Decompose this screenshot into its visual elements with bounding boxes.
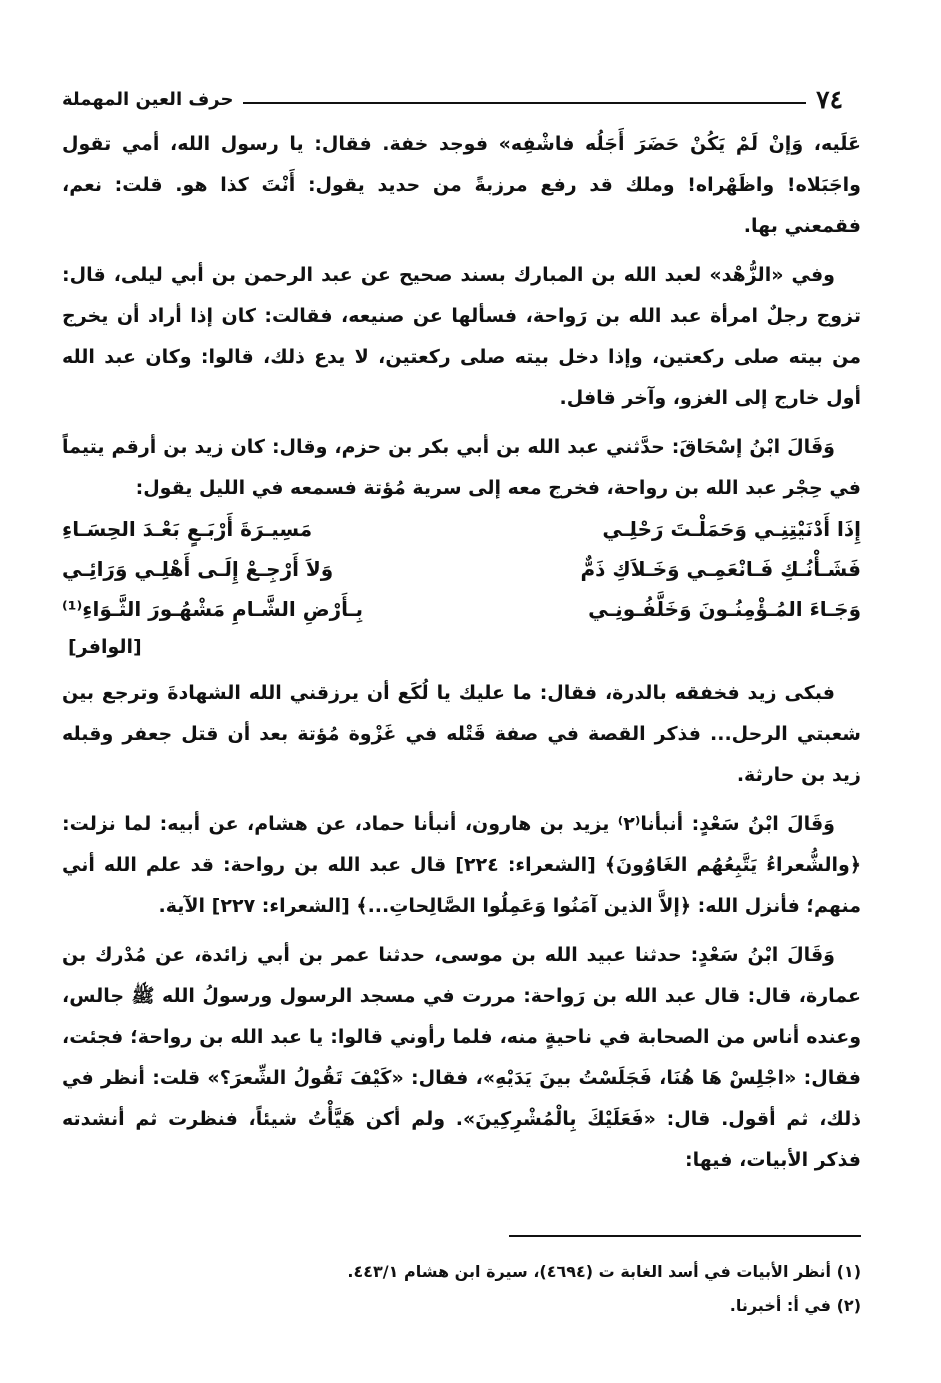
page-number: ٧٤ [816,85,843,114]
verse-1-second-hemistich: مَسِيـرَةَ أَرْبَـعٍ بَعْـدَ الحِسَـاءِ [62,517,313,541]
paragraph-6: وَقَالَ ابْنُ سَعْدٍ: حدثنا عبيد الله بن موسى، حدثنا عمر بن أبي زائدة، عن مُدْرك بن عمارة، قال: قال عبد الله بن رَواحة: مررت في مسجد الرسول ورسولُ الله ﷺ جالس، وعنده أناس من الصحابة في ناحيةٍ منه، فلما رأوني قالوا: يا عبد الله بن رواحة؛ فجئت، فقال: «اجْلِسْ هَا هُنَا، فَجَلَسْتُ بينَ يَدَيْهِ»، فقال: «كَيْفَ تَقُولُ الشِّعرَ؟» قلت: أنظر في ذلك، ثم أقول. قال: «فَعَلَيْكَ بِالْمُشْرِكِينَ». ولم أكن هَيَّأْتُ شيئاً، فنظرت ثم أنشدته فذكر الأبيات، فيها: [62,944,861,1171]
paragraph-3: وَقَالَ ابْنُ إسْحَاقَ: حدَّثني عبد الله بن أبي بكر بن حزم، وقال: كان زيد بن أرقم يتيماً في حِجْر عبد الله بن رواحة، فخرج معه إلى سرية مُؤتة فسمعه في الليل يقول: [62,436,861,499]
verse-1 [62,509,861,549]
paragraph-5: وَقَالَ ابْنُ سَعْدٍ: أنبأنا⁽٢⁾ يزيد بن هارون، أنبأنا حماد، عن هشام، عن أبيه: لما نزلت: ﴿والشُّعراءُ يَتَّبِعُهُم الغَاوُونَ﴾ [الشعراء: ٢٢٤] قال عبد الله بن رواحة: قد علم الله أني منهم؛ فأنزل الله: ﴿إلاَّ الذين آمَنُوا وَعَمِلُوا الصَّالِحاتِ...﴾ [الشعراء: ٢٢٧] الآية. [62,813,861,917]
verse-2-second-hemistich: وَلاَ أَرْجِـعْ إِلَـى أَهْلِـي وَرَائِـي [62,557,334,581]
verse-2-first-hemistich: فَشَـأْنُـكِ فَـانْعَمِـي وَخَـلاَكِ ذَمٌّ [580,557,861,581]
running-title: حرف العين المهملة [62,89,234,110]
verse-2 [62,549,861,589]
verse-3-second-hemistich: بِـأَرْضِ الشَّـامِ مَشْهُـورَ الثَّـوَاءِ⁽¹⁾ [62,597,363,621]
footnote-separator [509,1235,861,1237]
body-text [62,124,861,1181]
poem [62,509,861,665]
page-header [62,82,861,118]
paragraph-2: وفي «الزُّهْد» لعبد الله بن المبارك بسند صحيح عن عبد الرحمن بن أبي ليلى، قال: تزوج رجلٌ امرأة عبد الله بن رَواحة، فسألها عن صنيعه، فقالت: كان إذا أراد أن يخرج من بيته صلى ركعتين، وإذا دخل بيته صلى ركعتين، لا يدع ذلك، قالوا: وكان عبد الله أول خارج إلى الغزو، وآخر قافل. [62,264,861,409]
verse-3 [62,589,861,629]
footnote-1: (١) أنظر الأبيات في أسد الغابة ت (٤٦٩٤)، سيرة ابن هشام ٤٤٣/١. [347,1262,861,1281]
footnotes [62,1255,861,1323]
header-rule [243,102,806,104]
paragraph-4: فبكى زيد فخفقه بالدرة، فقال: ما عليك يا لُكَع أن يرزقني الله الشهادةَ وترجع بين شعبتي الرحل... فذكر القصة في صفة قَتْله في غَزْوة مُؤتة بعد أن قتل جعفر وقبله زيد بن حارثة. [62,682,861,786]
poem-meter: [الوافر] [68,636,142,658]
paragraph-1: عَلَيه، وَإنْ لَمْ يَكُنْ حَضَرَ أَجَلُه فاشْفِه» فوجد خفة. فقال: يا رسول الله، أمي تقول واجَبَلاه! واظَهْراه! وملك قد رفع مرزبةً من حديد يقول: أَنْتَ كذا هو. قلت: نعم، فقمعني بها. [62,133,861,237]
footnote-2: (٢) في أ: أخبرنا. [729,1296,861,1315]
verse-3-first-hemistich: وَجَـاءَ المُـؤْمِنُـونَ وَخَلَّفُـونِـي [588,597,861,621]
verse-1-first-hemistich: إِذَا أَدْنَيْتِنِـي وَحَمَلْـتَ رَحْلِـي [602,517,861,541]
